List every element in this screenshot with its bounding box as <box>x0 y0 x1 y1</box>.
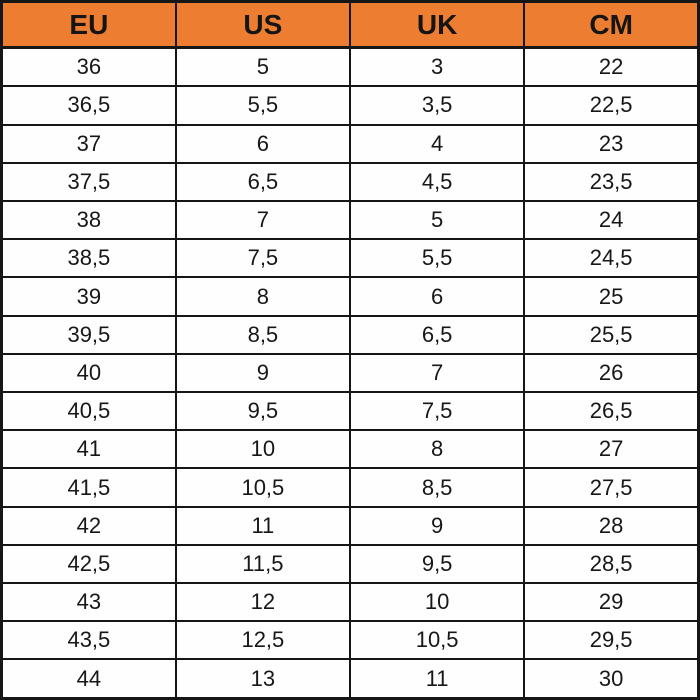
table-cell: 22 <box>524 48 698 87</box>
table-cell: 23 <box>524 125 698 163</box>
table-cell: 10,5 <box>350 621 524 659</box>
table-cell: 6 <box>350 277 524 315</box>
table-cell: 44 <box>2 659 176 698</box>
table-cell: 5 <box>350 201 524 239</box>
header-cell-uk: UK <box>350 2 524 48</box>
table-cell: 6,5 <box>176 163 350 201</box>
table-cell: 25,5 <box>524 316 698 354</box>
table-row <box>2 316 699 354</box>
table-cell: 40 <box>2 354 176 392</box>
table-row <box>2 468 699 506</box>
table-cell: 30 <box>524 659 698 698</box>
table-cell: 4,5 <box>350 163 524 201</box>
table-cell: 29 <box>524 583 698 621</box>
table-row <box>2 392 699 430</box>
table-row <box>2 659 699 698</box>
table-cell: 9,5 <box>350 545 524 583</box>
table-cell: 8,5 <box>176 316 350 354</box>
table-cell: 5,5 <box>350 239 524 277</box>
table-cell: 43,5 <box>2 621 176 659</box>
table-cell: 43 <box>2 583 176 621</box>
table-row <box>2 354 699 392</box>
table-cell: 5,5 <box>176 86 350 124</box>
header-cell-eu: EU <box>2 2 176 48</box>
table-cell: 9 <box>350 507 524 545</box>
table-cell: 8,5 <box>350 468 524 506</box>
table-cell: 37,5 <box>2 163 176 201</box>
table-cell: 11 <box>176 507 350 545</box>
table-cell: 26,5 <box>524 392 698 430</box>
table-cell: 5 <box>176 48 350 87</box>
table-cell: 25 <box>524 277 698 315</box>
table-cell: 12 <box>176 583 350 621</box>
table-cell: 38 <box>2 201 176 239</box>
table-cell: 24,5 <box>524 239 698 277</box>
table-cell: 7,5 <box>176 239 350 277</box>
table-row <box>2 583 699 621</box>
table-cell: 28,5 <box>524 545 698 583</box>
table-cell: 37 <box>2 125 176 163</box>
table-row <box>2 86 699 124</box>
table-row <box>2 507 699 545</box>
table-cell: 23,5 <box>524 163 698 201</box>
table-cell: 7 <box>176 201 350 239</box>
table-cell: 10 <box>176 430 350 468</box>
table-cell: 4 <box>350 125 524 163</box>
table-cell: 13 <box>176 659 350 698</box>
table-cell: 28 <box>524 507 698 545</box>
table-cell: 36 <box>2 48 176 87</box>
table-row <box>2 430 699 468</box>
table-cell: 6 <box>176 125 350 163</box>
table-cell: 39 <box>2 277 176 315</box>
table-cell: 29,5 <box>524 621 698 659</box>
table-cell: 9,5 <box>176 392 350 430</box>
table-cell: 27,5 <box>524 468 698 506</box>
table-cell: 12,5 <box>176 621 350 659</box>
table-cell: 42,5 <box>2 545 176 583</box>
table-cell: 6,5 <box>350 316 524 354</box>
table-cell: 7,5 <box>350 392 524 430</box>
header-cell-cm: CM <box>524 2 698 48</box>
table-cell: 27 <box>524 430 698 468</box>
table-cell: 41 <box>2 430 176 468</box>
table-cell: 8 <box>176 277 350 315</box>
table-cell: 39,5 <box>2 316 176 354</box>
table-cell: 11 <box>350 659 524 698</box>
table-row <box>2 201 699 239</box>
table-cell: 36,5 <box>2 86 176 124</box>
table-body <box>2 48 699 699</box>
table-cell: 40,5 <box>2 392 176 430</box>
table-cell: 38,5 <box>2 239 176 277</box>
table-cell: 42 <box>2 507 176 545</box>
table-cell: 10 <box>350 583 524 621</box>
table-cell: 22,5 <box>524 86 698 124</box>
table-cell: 24 <box>524 201 698 239</box>
table-cell: 9 <box>176 354 350 392</box>
table-header <box>2 2 699 48</box>
table-row <box>2 125 699 163</box>
header-cell-us: US <box>176 2 350 48</box>
table-cell: 7 <box>350 354 524 392</box>
table-row <box>2 48 699 87</box>
table-row <box>2 545 699 583</box>
table-cell: 3,5 <box>350 86 524 124</box>
table-row <box>2 621 699 659</box>
header-row <box>2 2 699 48</box>
table-row <box>2 163 699 201</box>
table-cell: 26 <box>524 354 698 392</box>
table-cell: 41,5 <box>2 468 176 506</box>
table-cell: 8 <box>350 430 524 468</box>
table-cell: 10,5 <box>176 468 350 506</box>
table-row <box>2 277 699 315</box>
table-cell: 3 <box>350 48 524 87</box>
table-cell: 11,5 <box>176 545 350 583</box>
table-row <box>2 239 699 277</box>
